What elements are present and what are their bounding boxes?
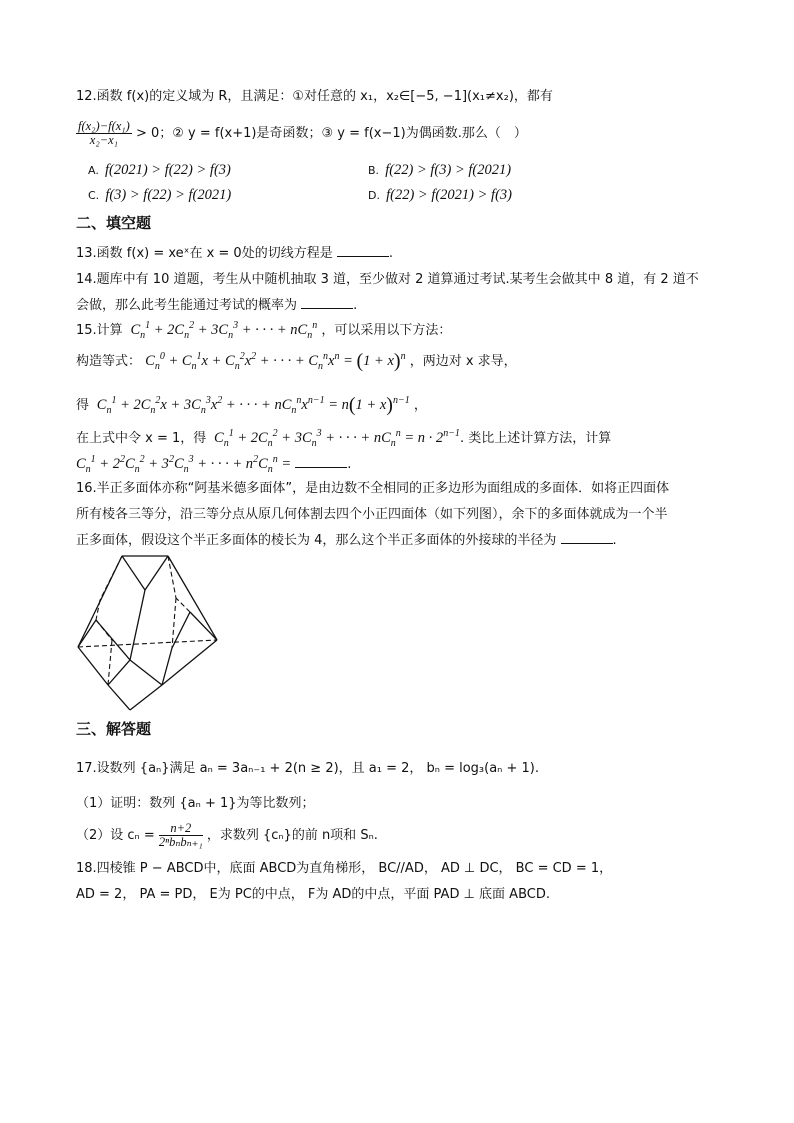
q17-part1: （1）证明：数列 {aₙ + 1}为等比数列； (76, 796, 315, 811)
q17-frac-num: n+2 (159, 822, 203, 836)
q15-text-end: ，两边对 x 求导， (409, 354, 517, 369)
q17-fraction (159, 822, 203, 849)
q16-end: . (612, 533, 617, 548)
q18-line1: 18.四棱锥 P − ABCD中，底面 ABCD为直角梯形， BC//AD， AD ⊥ DC， BC = CD = 1， (76, 861, 613, 876)
answer-blank[interactable] (561, 531, 613, 544)
q17-part2-end: ，求数列 {cₙ}的前 n项和 Sₙ. (206, 828, 378, 843)
section-solution-heading: 三、解答题 (76, 720, 152, 738)
q16-line2: 所有棱各三等分，沿三等分点从原几何体割去四个小正四面体（如下列图），余下的多面体就成为一个半 (76, 507, 668, 522)
option-label: C. (88, 189, 100, 202)
q15-formula-result: $C_n^1 + 2C_n^2 + 3C_n^3$ + · · · + $nC_n^n = n \cdot 2^{n-1}$ (210, 428, 460, 449)
answer-blank[interactable] (295, 455, 347, 468)
q12-line2-text: > 0；② y = f(x+1)是奇函数；③ y = f(x−1)为偶函数.那么（ ） (135, 126, 527, 141)
q16-line1: 16.半正多面体亦称“阿基米德多面体”，是由边数不全相同的正多边形为面组成的多面体．如将正四面体 (76, 481, 670, 496)
q15-text-end: ， (413, 398, 427, 413)
q12-frac-den: x₂−x₁ (89, 133, 119, 147)
q15-line1 (76, 321, 451, 340)
option-text: f(22) > f(2021) > f(3) (386, 187, 512, 203)
q17-part2 (76, 822, 378, 849)
q13-text: 13.函数 f(x) = xeˣ在 x = 0处的切线方程是 (76, 246, 333, 261)
option-text: f(22) > f(3) > f(2021) (385, 162, 512, 178)
q12-option-c[interactable] (88, 187, 231, 204)
q12-frac-num: f(x₂)−f(x₁) (78, 119, 130, 133)
q15-formula-task: $C_n^1 + 2^2C_n^2 + 3^2C_n^3$ + · · · + $n^2C_n^n$ = (76, 454, 292, 475)
q17-frac-den: 2ⁿbₙbₙ₊₁ (158, 835, 203, 849)
q15-line4 (76, 429, 611, 448)
q15-text-end: ，可以采用以下方法： (321, 323, 452, 338)
q15-line5 (76, 455, 351, 474)
q14-line2 (76, 296, 357, 315)
q12-option-a[interactable] (88, 162, 231, 179)
q15-text: 得 (76, 398, 90, 413)
q15-text: 构造等式： (76, 354, 142, 369)
q16-text: 正多面体，假设这个半正多面体的棱长为 4，那么这个半正多面体的外接球的半径为 (76, 533, 557, 548)
q15-formula-derivative: $C_n^1 + 2C_n^2x + 3C_n^3x^2$ + · · · + $nC_n^nx^{n-1} = n(1 + x)^{n-1}$ (93, 394, 410, 416)
q13-end: . (388, 246, 393, 261)
q17-part2-text: （2）设 cₙ = (76, 828, 155, 843)
section-fill-in-heading: 二、填空题 (76, 214, 152, 232)
q14-end: . (353, 298, 358, 313)
q15-formula-sum: $C_n^1 + 2C_n^2 + 3C_n^3$ + · · · + $nC_n^n$ (126, 320, 318, 341)
q12-line2 (76, 120, 527, 147)
q13 (76, 244, 393, 263)
option-label: B. (368, 164, 380, 177)
q12-option-b[interactable] (368, 162, 511, 179)
q15-end: . (347, 457, 352, 472)
q16-line3 (76, 531, 617, 550)
q18-line2: AD = 2， PA = PD， E为 PC的中点， F为 AD的中点，平面 PAD ⊥ 底面 ABCD. (76, 887, 550, 902)
option-text: f(3) > f(22) > f(2021) (105, 187, 232, 203)
q15-formula-identity: $C_n^0 + C_n^1x + C_n^2x^2$ + · · · + $C_n^nx^n = (1 + x)^n$ (145, 350, 406, 372)
q12-option-d[interactable] (368, 187, 512, 204)
q12-line1: 12.函数 f(x)的定义域为 R，且满足：①对任意的 x₁，x₂∈[−5, −1](x₁≠x₂)，都有 (76, 89, 553, 104)
option-text: f(2021) > f(22) > f(3) (104, 162, 231, 178)
q14-text: 会做，那么此考生能通过考试的概率为 (76, 298, 298, 313)
q15-text: 15.计算 (76, 323, 123, 338)
q15-line2 (76, 352, 517, 371)
option-label: D. (368, 189, 380, 202)
q15-text: 在上式中令 x = 1，得 (76, 431, 207, 446)
q17-line1: 17.设数列 {aₙ}满足 aₙ = 3aₙ₋₁ + 2(n ≥ 2)，且 a₁ = 2， bₙ = log₃(aₙ + 1). (76, 761, 539, 776)
q15-text-end: . 类比上述计算方法，计算 (459, 431, 612, 446)
truncated-tetrahedron-figure (72, 550, 222, 716)
answer-blank[interactable] (337, 244, 389, 257)
q14-line1: 14.题库中有 10 道题，考生从中随机抽取 3 道，至少做对 2 道算通过考试.某考生会做其中 8 道，有 2 道不 (76, 272, 699, 287)
q15-line3 (76, 396, 427, 415)
option-label: A. (88, 164, 99, 177)
answer-blank[interactable] (301, 296, 353, 309)
q12-fraction (76, 120, 132, 147)
